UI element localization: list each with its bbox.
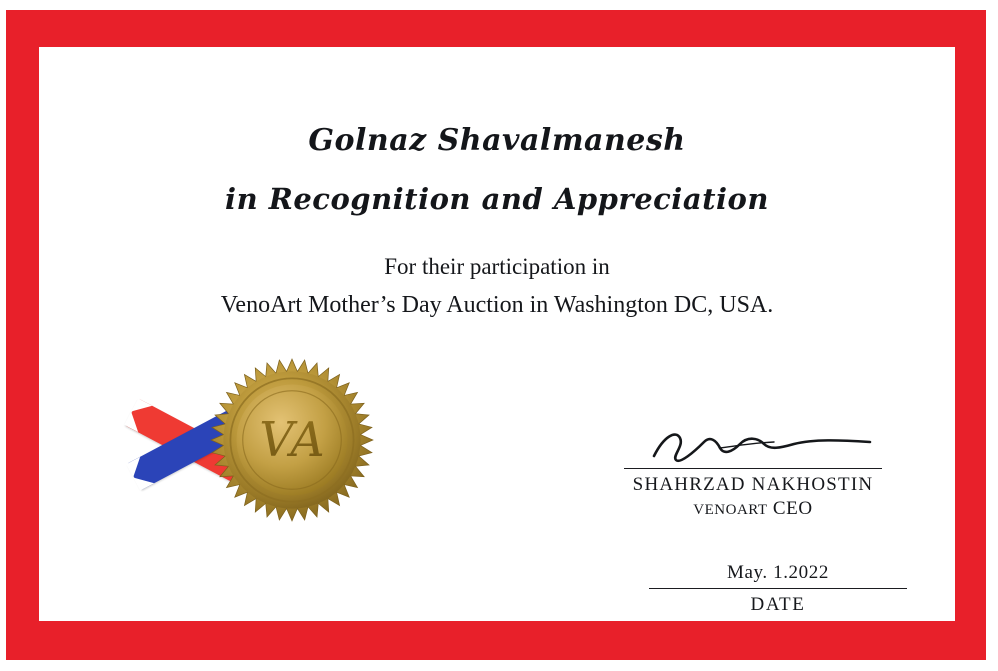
signer-role: CEO — [772, 498, 813, 519]
award-seal-group — [124, 342, 394, 567]
date-block — [649, 562, 929, 616]
recognition-subtitle: in Recognition and Appreciation — [225, 182, 769, 216]
signature-block — [624, 422, 924, 520]
date-label: DATE — [750, 594, 806, 615]
date-value: May. 1.2022 — [727, 562, 829, 583]
certificate-inner-panel — [39, 47, 955, 621]
signer-title — [624, 496, 882, 520]
signer-name: SHAHRZAD NAKHOSTIN — [632, 474, 874, 495]
svg-text:VA: VA — [259, 412, 325, 468]
participation-text: For their participation in — [384, 254, 610, 279]
recipient-name: Golnaz Shavalmanesh — [308, 123, 686, 158]
signature-mark-icon — [624, 422, 924, 468]
gold-seal-icon — [204, 352, 380, 528]
event-text: VenoArt Mother’s Day Auction in Washington DC, USA. — [220, 292, 774, 318]
brand-name: VENOART — [693, 502, 768, 518]
